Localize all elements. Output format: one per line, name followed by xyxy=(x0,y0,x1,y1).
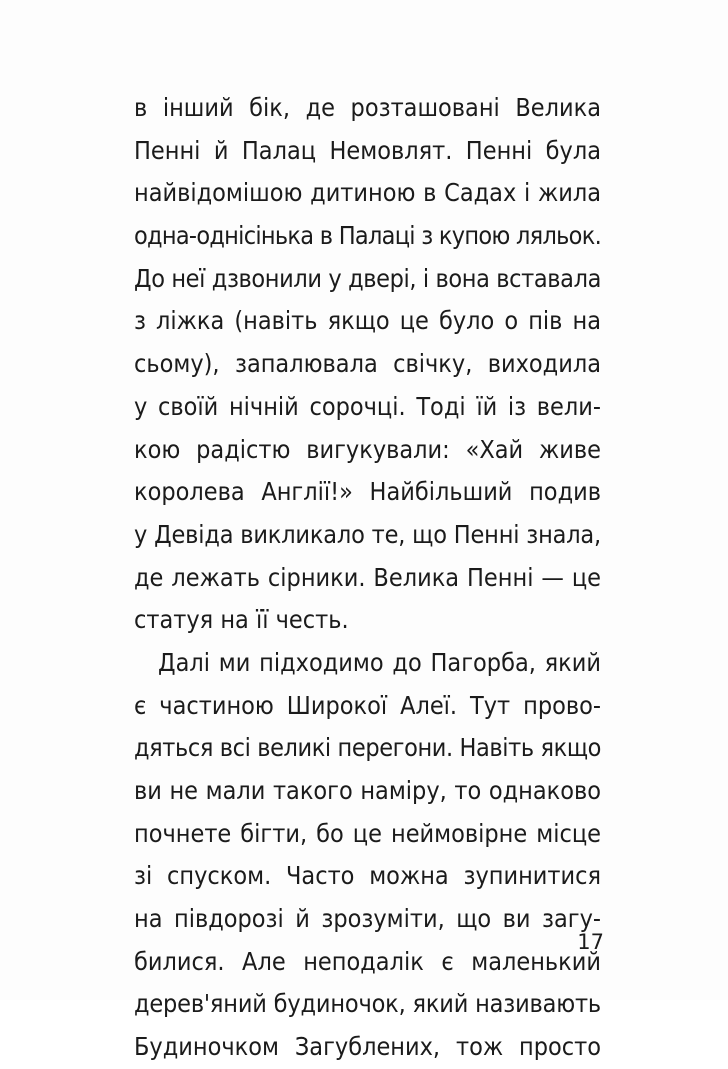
text-line: на півдорозі й зрозуміти, що ви загу- xyxy=(134,904,601,934)
text-line: Далі ми підходимо до Пагорба, який xyxy=(158,647,601,677)
text-line: дяться всі великі перегони. Навіть якщо xyxy=(134,733,601,763)
text-line: в інший бік, де розташовані Велика xyxy=(134,93,601,122)
text-line: билися. Але неподалік є маленький xyxy=(134,946,601,976)
paragraph-2 xyxy=(134,642,601,1069)
text-line: сьому), запалювала свічку, виходила xyxy=(134,349,601,379)
page-number: 17 xyxy=(577,930,604,954)
text-line: найвідомішою дитиною в Садах і жила xyxy=(134,178,601,208)
text-line: з ліжка (навіть якщо це було о пів на xyxy=(134,306,601,336)
text-line: у Девіда викликало те, що Пенні знала, xyxy=(134,519,601,549)
paragraph-1 xyxy=(134,87,601,642)
text-line: До неї дзвонили у двері, і вона вставала xyxy=(134,263,601,293)
text-line: ви не мали такого наміру, то однаково xyxy=(134,776,601,805)
body-text xyxy=(134,87,601,1069)
text-line: Пенні й Палац Немовлят. Пенні була xyxy=(134,135,601,165)
text-line: королева Англії!» Найбільший подив xyxy=(134,477,601,507)
text-line: статуя на її честь. xyxy=(134,605,349,635)
text-line: є частиною Широкої Алеї. Тут прово- xyxy=(134,690,601,720)
text-line: Будиночком Загублених, тож просто xyxy=(134,1032,601,1062)
text-line: де лежать сірники. Велика Пенні — це xyxy=(134,562,601,592)
text-line: одна-однісінька в Палаці з купою ляльок. xyxy=(134,221,601,251)
text-line: дерев'яний будиночок, який називають xyxy=(134,989,601,1019)
text-line: зі спуском. Часто можна зупинитися xyxy=(134,861,601,891)
text-line: почнете бігти, бо це неймовірне місце xyxy=(134,818,601,848)
text-line: у своїй нічній сорочці. Тоді їй із вели- xyxy=(134,391,601,421)
text-line: кою радістю вигукували: «Хай живе xyxy=(134,434,601,464)
